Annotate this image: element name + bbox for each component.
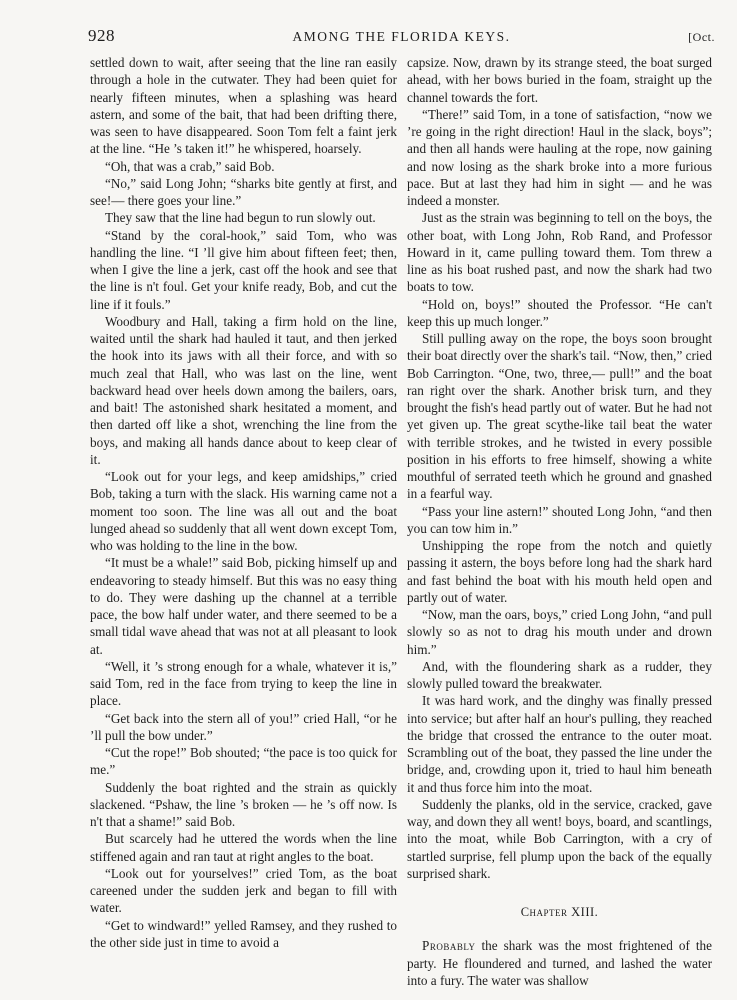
paragraph: settled down to wait, after seeing that the line ran easily through a hole in the cutwater. They had been quiet for nearly fifteen minutes, when a splashing was heard astern, and some of the bait, that had been drifting there, was seen to have disappeared. Soon Tom felt a faint jerk at the line. “He ’s taken it!” he whispered, hoarsely. (90, 55, 397, 157)
paragraph: “Cut the rope!” Bob shouted; “the pace is too quick for me.” (90, 745, 397, 778)
issue-month: [Oct. (688, 30, 715, 44)
paragraph: Unshipping the rope from the notch and quietly passing it astern, the boys before long had the shark hard and fast behind the boat with his mouth held open and partly out of water. (407, 538, 712, 605)
chapter-heading: Chapter XIII. (520, 905, 599, 919)
chapter-first-word: Probably (422, 938, 476, 954)
paragraph: capsize. Now, drawn by its strange steed, the boat surged ahead, with her bows buried in the foam, straight up the channel towards the fort. (407, 55, 712, 105)
page-number: 928 (88, 26, 115, 45)
running-head: AMONG THE FLORIDA KEYS. (292, 29, 511, 44)
page-header (88, 26, 715, 48)
paragraph: Still pulling away on the rope, the boys soon brought their boat directly over the shark's tail. “Now, then,” cried Bob Carrington. “One, two, three,— pull!” and the boat ran right over the shark. Another brisk turn, and they brought the fish's head partly out of water. But he had not yet given up. The great scythe-like tail beat the water with terrible strokes, and he twisted in every possible position in his efforts to free himself, showing a white mouthful of serrated teeth which he ground and gnashed in a fearful way. (407, 331, 712, 502)
paragraph: “It must be a whale!” said Bob, picking himself up and endeavoring to steady himself. But this was no easy thing to do. They were dashing up the channel at a terrible pace, the bow half under water, and there seemed to be a small tidal wave ahead that was not at all pleasant to look at. (90, 555, 397, 657)
paragraph: They saw that the line had begun to run slowly out. (105, 210, 376, 226)
paragraph: “Well, it ’s strong enough for a whale, whatever it is,” said Tom, red in the face from trying to keep the line in place. (90, 658, 397, 709)
paragraph: Just as the strain was beginning to tell on the boys, the other boat, with Long John, Rob Rand, and Professor Howard in it, came pulling toward them. Tom threw a line as his boat rushed past, and now the shark had two boats to tow. (407, 210, 712, 295)
chapter-opening-paragraph (407, 937, 712, 989)
paragraph: “Look out for your legs, and keep amidships,” cried Bob, taking a turn with the slack. His warning came not a moment too soon. The line was all out and the boat lunged ahead so suddenly that all went down except Tom, who was holding to the line in the bow. (90, 469, 397, 553)
chapter-opening-text: the shark was the most frightened of the party. He floundered and turned, and lashed the water into a fury. The water was shallow (407, 938, 712, 988)
paragraph: “Look out for yourselves!” cried Tom, as the boat careened under the sudden jerk and began to fill with water. (90, 865, 397, 916)
paragraph: “Hold on, boys!” shouted the Professor. “He can't keep this up much longer.” (407, 296, 712, 329)
paragraph: “Oh, that was a crab,” said Bob. (105, 158, 275, 174)
paragraph: “No,” said Long John; “sharks bite gently at first, and see!— there goes your line.” (90, 175, 397, 208)
paragraph: “Stand by the coral-hook,” said Tom, who was handling the line. “I ’ll give him about fifteen feet; then, when I give the line a jerk, cast off the hook and see that the line is n't foul. Get your knife ready, Bob, and cut the line if it fouls.” (90, 227, 397, 312)
right-column (407, 54, 712, 989)
left-column (90, 54, 397, 951)
paragraph: “Pass your line astern!” shouted Long John, “and then you can tow him in.” (407, 503, 712, 536)
paragraph: Woodbury and Hall, taking a firm hold on the line, waited until the shark had hauled it taut, and then jerked the hook into its jaws with all their force, and with so much zeal that Hall, who was last on the line, went backward head over heels down among the bailers, oars, and bait! The astonished shark hesitated a moment, and then darted off like a shot, wrenching the line from the boys, and making all hands dance about to keep clear of it. (90, 313, 397, 467)
paragraph: And, with the floundering shark as a rudder, they slowly pulled toward the breakwater. (407, 658, 712, 691)
paragraph: Suddenly the boat righted and the strain as quickly slackened. “Pshaw, the line ’s broken — he ’s off now. Is n't that a shame!” said Bob. (90, 779, 397, 829)
paragraph: “Now, man the oars, boys,” cried Long John, “and pull slowly so as not to drag his mouth under and drown him.” (407, 607, 712, 657)
paragraph: But scarcely had he uttered the words when the line stiffened again and ran taut at right angles to the boat. (90, 831, 397, 864)
paragraph: “Get to windward!” yelled Ramsey, and they rushed to the other side just in time to avoid a (90, 917, 397, 950)
paragraph: “Get back into the stern all of you!” cried Hall, “or he ’ll pull the bow under.” (90, 710, 397, 743)
paragraph: “There!” said Tom, in a tone of satisfaction, “now we ’re going in the right direction! Haul in the slack, boys”; and then all hands were hauling at the rope, now gaining and now losing as the shark broke into a more furious pace. But at last they had him in sight — and he was indeed a monster. (407, 106, 712, 208)
paragraph: It was hard work, and the dinghy was finally pressed into service; but after half an hour's pulling, they reached the bridge that crossed the entrance to the outer moat. Scrambling out of the boat, they passed the line under the bridge, and, crowding upon it, tried to haul him beneath it and thus force him into the moat. (407, 693, 712, 795)
paragraph: Suddenly the planks, old in the service, cracked, gave way, and down they all went! boys, board, and scantlings, into the moat, while Bob Carrington, with a cry of startled surprise, fell plump upon the back of the equally surprised shark. (407, 796, 712, 881)
